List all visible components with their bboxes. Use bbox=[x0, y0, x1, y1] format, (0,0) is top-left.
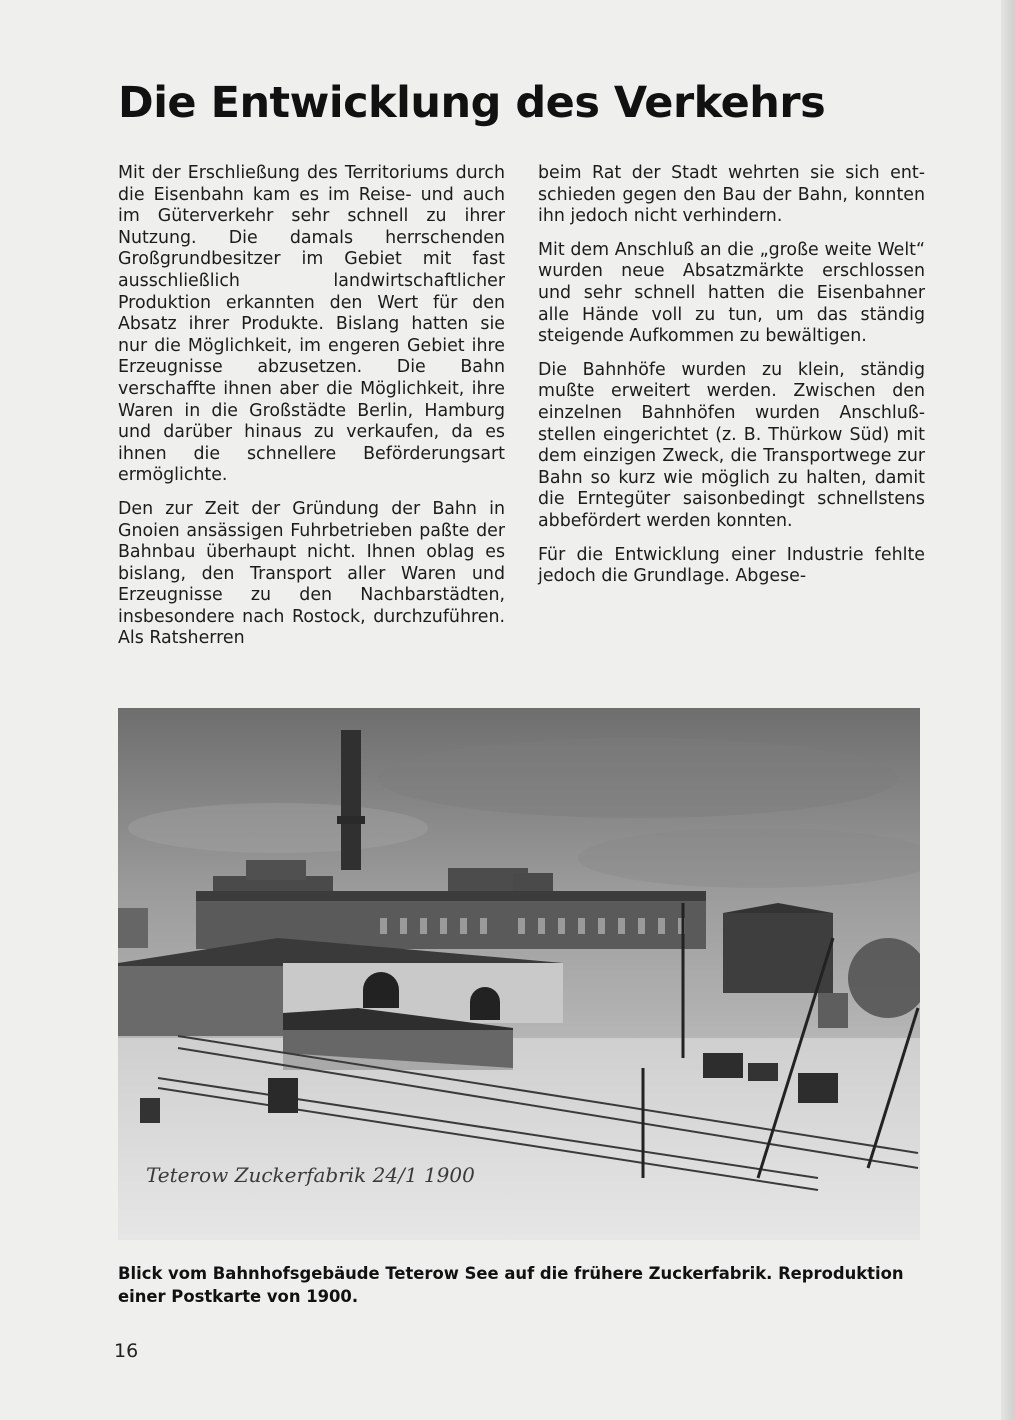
postcard-photo bbox=[118, 708, 920, 1240]
paragraph: Mit der Erschließung des Territoriums durch die Eisenbahn kam es im Reise- und auch im Güterverkehr sehr schnell zu ihrer Nutzung. Die damals herrschenden Großgrundbesitzer im Gebiet mit fast ausschließlich landwirtschaftlicher Produktion erkannten den Wert für den Absatz ihrer Produkte. Bislang hatten sie nur die Möglichkeit, im engeren Gebiet ihre Erzeugnisse abzusetzen. Die Bahn verschaffte ihnen aber die Möglichkeit, ihre Waren in die Großstädte Berlin, Hamburg und darüber hinaus zu verkaufen, da es ihnen die schnellere Beförderungsart ermöglichte. bbox=[118, 163, 505, 486]
text-column-right bbox=[538, 163, 925, 600]
paragraph: Den zur Zeit der Gründung der Bahn in Gnoien ansässigen Fuhrbetrieben paßte der Bahnbau überhaupt nicht. Ihnen oblag es bislang, den Transport aller Waren und Erzeugnisse zu den Nachbarstädten, insbesondere nach Rostock, durchzuführen. Als Ratsherren bbox=[118, 498, 505, 649]
paragraph: Die Bahnhöfe wurden zu klein, ständig mußte erweitert werden. Zwischen den einzelnen Bahnhöfen wurden Anschlußstellen eingerichtet (z. B. Thürkow Süd) mit dem einzigen Zweck, die Transportwege zur Bahn so kurz wie möglich zu halten, damit die Erntegüter saisonbedingt schnellstens abbefördert werden konnten. bbox=[538, 359, 925, 531]
text-column-left bbox=[118, 163, 505, 662]
page-title: Die Entwicklung des Verkehrs bbox=[118, 78, 826, 128]
paragraph: Mit dem Anschluß an die „große weite Welt“ wurden neue Absatzmärkte erschlossen und sehr schnell hatten die Eisenbahner alle Hände voll zu tun, um das ständig steigende Aufkommen zu bewältigen. bbox=[538, 239, 925, 347]
paragraph: Für die Entwicklung einer Industrie fehlte jedoch die Grundlage. Abgese- bbox=[538, 544, 925, 587]
paragraph: beim Rat der Stadt wehrten sie sich entschieden gegen den Bau der Bahn, konnten ihn jedoch nicht verhindern. bbox=[538, 163, 925, 227]
page-number: 16 bbox=[114, 1340, 139, 1362]
photo-caption: Blick vom Bahnhofsgebäude Teterow See auf die frühere Zuckerfabrik. Reproduktion einer Postkarte von 1900. bbox=[118, 1264, 904, 1306]
photo-inscription: Teterow Zuckerfabrik 24/1 1900 bbox=[146, 1163, 475, 1187]
page-edge bbox=[1001, 0, 1015, 1420]
